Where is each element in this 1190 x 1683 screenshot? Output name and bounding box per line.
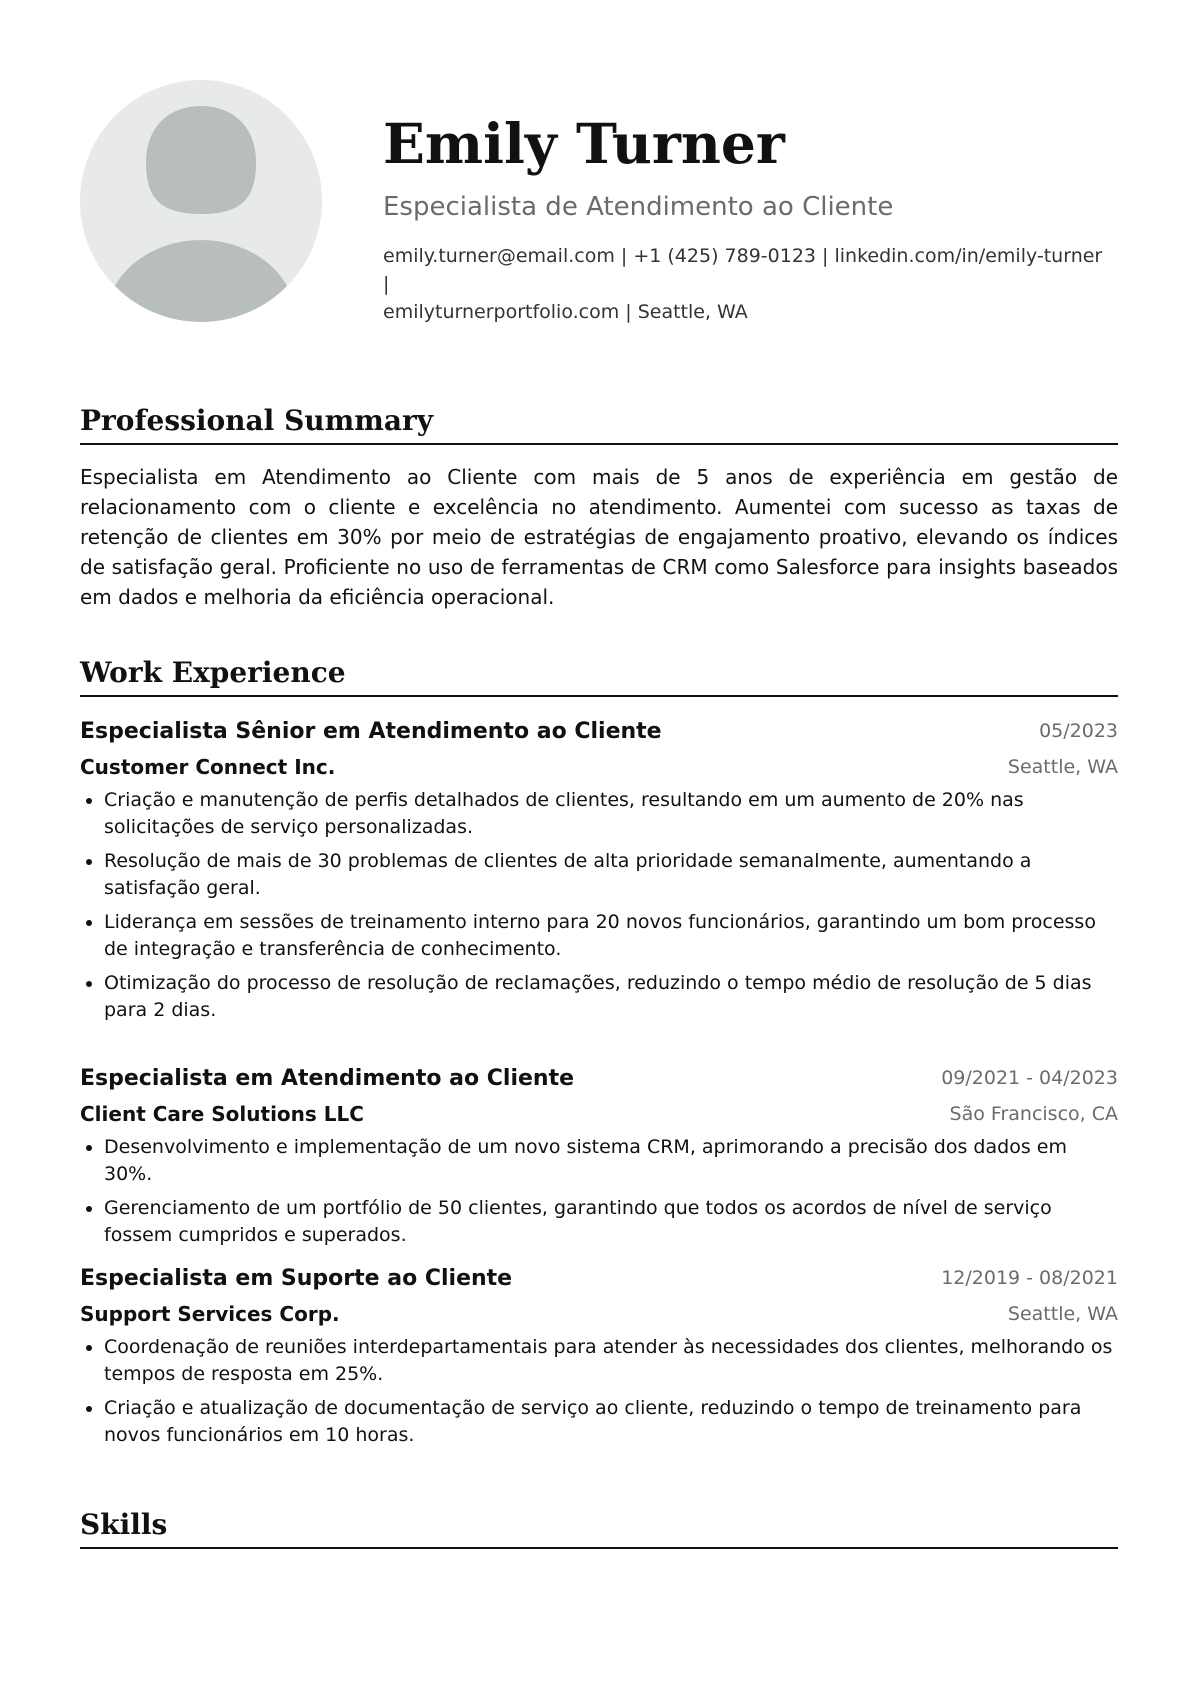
job-bullets — [80, 1334, 1118, 1449]
list-item: Criação e manutenção de perfis detalhados de clientes, resultando em um aumento de 20% nas solicitações de serviço personalizadas. — [80, 787, 1118, 841]
contact-info — [383, 242, 1113, 326]
section-title-experience: Work Experience — [80, 653, 1118, 697]
job-bullets — [80, 1134, 1118, 1249]
contact-line: emilyturnerportfolio.com | Seattle, WA — [383, 301, 748, 323]
job-date: 09/2021 - 04/2023 — [941, 1067, 1118, 1089]
job-date: 05/2023 — [1039, 720, 1118, 742]
list-item: Gerenciamento de um portfólio de 50 clientes, garantindo que todos os acordos de nível de serviço fossem cumpridos e superados. — [80, 1195, 1118, 1249]
list-item: Criação e atualização de documentação de serviço ao cliente, reduzindo o tempo de treinamento para novos funcionários em 10 horas. — [80, 1395, 1118, 1449]
contact-line: emily.turner@email.com | +1 (425) 789-0123 | linkedin.com/in/emily-turner | — [383, 245, 1103, 295]
job-location: Seattle, WA — [1007, 1303, 1118, 1325]
job-bullets — [80, 787, 1118, 1024]
job-date: 12/2019 - 08/2021 — [941, 1267, 1118, 1289]
job-title: Especialista em Suporte ao Cliente — [80, 1266, 513, 1291]
job-entry — [80, 715, 1118, 1031]
job-title: Especialista Sênior em Atendimento ao Cliente — [80, 719, 662, 744]
list-item: Resolução de mais de 30 problemas de clientes de alta prioridade semanalmente, aumentando a satisfação geral. — [80, 848, 1118, 902]
person-silhouette-icon — [80, 80, 322, 322]
job-location: Seattle, WA — [1007, 756, 1118, 778]
candidate-name: Emily Turner — [383, 111, 785, 176]
section-title-skills: Skills — [80, 1505, 1118, 1549]
list-item: Otimização do processo de resolução de reclamações, reduzindo o tempo médio de resolução de 5 dias para 2 dias. — [80, 970, 1118, 1024]
list-item: Liderança em sessões de treinamento interno para 20 novos funcionários, garantindo um bom processo de integração e transferência de conhecimento. — [80, 909, 1118, 963]
job-location: São Francisco, CA — [949, 1103, 1118, 1125]
list-item: Coordenação de reuniões interdepartamentais para atender às necessidades dos clientes, melhorando os tempos de resposta em 25%. — [80, 1334, 1118, 1388]
job-entry — [80, 1262, 1118, 1456]
company-name: Support Services Corp. — [80, 1302, 340, 1326]
company-name: Customer Connect Inc. — [80, 755, 336, 779]
job-title: Especialista em Atendimento ao Cliente — [80, 1066, 575, 1091]
section-title-summary: Professional Summary — [80, 401, 1118, 445]
job-entry — [80, 1062, 1118, 1256]
candidate-headline: Especialista de Atendimento ao Cliente — [383, 192, 894, 222]
summary-text: Especialista em Atendimento ao Cliente com mais de 5 anos de experiência em gestão de relacionamento com o cliente e excelência no atendimento. Aumentei com sucesso as taxas de retenção de clientes em 30% por meio de estratégias de engajamento proativo, elevando os índices de satisfação geral. Proficiente no uso de ferramentas de CRM como Salesforce para insights baseados em dados e melhoria da eficiência operacional. — [80, 465, 1118, 609]
company-name: Client Care Solutions LLC — [80, 1102, 364, 1126]
list-item: Desenvolvimento e implementação de um novo sistema CRM, aprimorando a precisão dos dados em 30%. — [80, 1134, 1118, 1188]
